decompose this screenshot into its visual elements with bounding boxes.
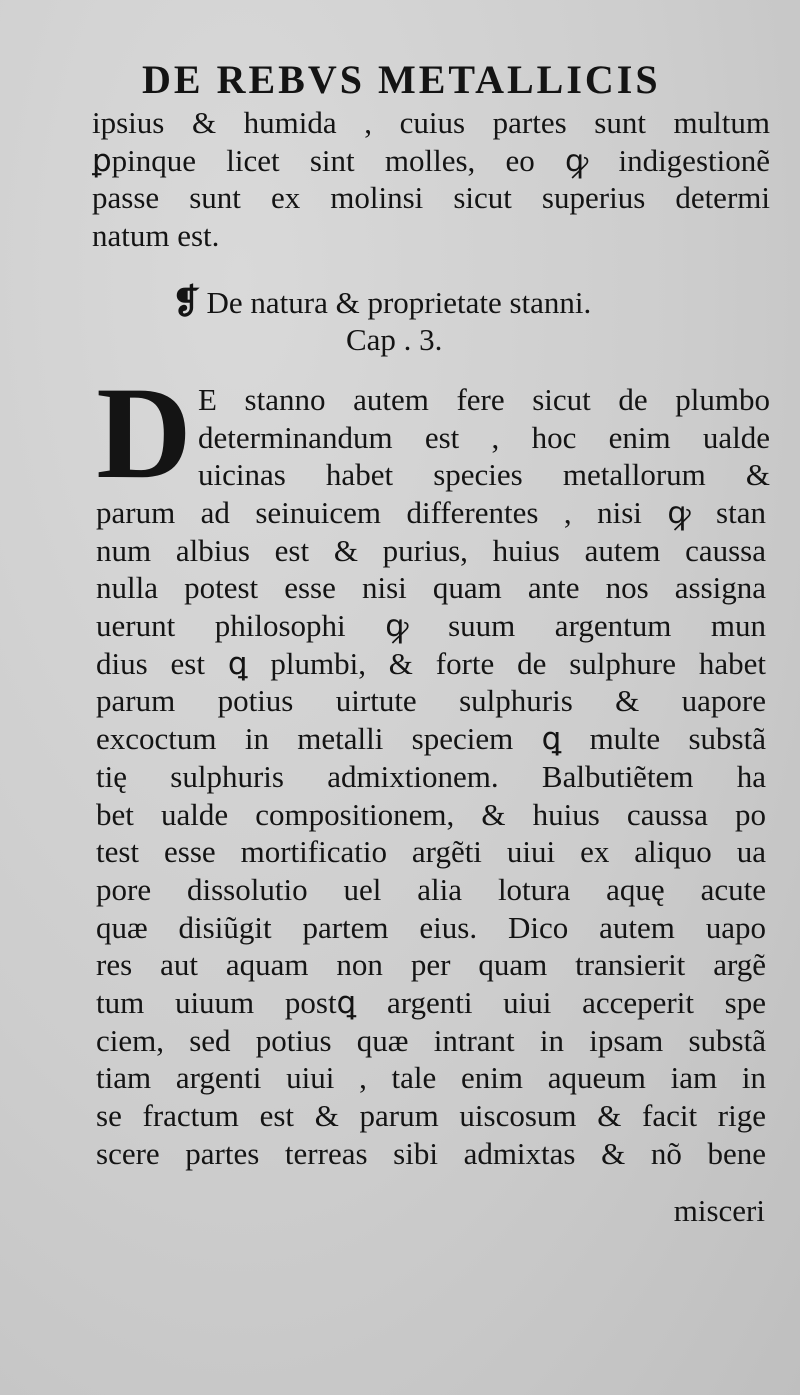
text-line: parum potius uirtute sulphuris & uapore bbox=[96, 683, 766, 719]
text-line: E stanno autem fere sicut de plumbo bbox=[198, 382, 770, 417]
text-line: parum ad seinuicem differentes , nisi ꝙ stan bbox=[96, 495, 766, 530]
text-line: dius est ꝗ plumbi, & forte de sulphure habet bbox=[96, 645, 766, 681]
text-line: res aut aquam non per quam transierit argẽ bbox=[96, 947, 766, 983]
text-line: se fractum est & parum uiscosum & facit rige bbox=[96, 1098, 766, 1133]
pilcrow-icon: ❡ bbox=[172, 284, 201, 321]
text-line: uicinas habet species metallorum & bbox=[198, 457, 770, 493]
text-line: nulla potest esse nisi quam ante nos assigna bbox=[96, 570, 766, 606]
text-line: passe sunt ex molinsi sicut superius determi bbox=[92, 180, 770, 216]
catchword: misceri bbox=[673, 1193, 765, 1228]
chapter-title: De natura & proprietate stanni. bbox=[206, 285, 592, 320]
opening-lines bbox=[198, 381, 770, 494]
running-head: DE REBVS METALLICIS bbox=[142, 57, 661, 102]
text-line: natum est. bbox=[92, 218, 220, 254]
text-line: uerunt philosophi ꝙ suum argentum mun bbox=[96, 608, 766, 644]
text-line: excoctum in metalli speciem ꝗ multe substã bbox=[96, 721, 766, 757]
text-line: determinandum est , hoc enim ualde bbox=[198, 419, 770, 455]
text-line: pore dissolutio uel alia lotura aquę acute bbox=[96, 871, 766, 907]
text-line: ipsius & humida , cuius partes sunt multum bbox=[92, 105, 770, 140]
text-line: tię sulphuris admixtionem. Balbutiẽtem ha bbox=[96, 758, 766, 794]
text-line: bet ualde compositionem, & huius caussa po bbox=[96, 796, 766, 832]
text-line: ꝑpinque licet sint molles, eo ꝙ indigestionẽ bbox=[92, 142, 770, 178]
text-line: tum uiuum postꝗ argenti uiui acceperit spe bbox=[96, 984, 766, 1020]
continued-text bbox=[92, 104, 770, 255]
text-line: num albius est & purius, huius autem caussa bbox=[96, 532, 766, 568]
text-line: scere partes terreas sibi admixtas & nõ bene bbox=[96, 1135, 766, 1171]
catchword-block bbox=[560, 1192, 765, 1230]
chapter-heading bbox=[172, 282, 591, 322]
drop-cap: D bbox=[96, 359, 192, 506]
text-line: ciem, sed potius quæ intrant in ipsam substã bbox=[96, 1022, 766, 1058]
chapter-number: Cap . 3. bbox=[346, 322, 443, 357]
text-line: test esse mortificatio argẽti uiui ex aliquo ua bbox=[96, 834, 766, 870]
text-line: tiam argenti uiui , tale enim aqueum iam in bbox=[96, 1060, 766, 1096]
body-text bbox=[96, 494, 766, 1172]
text-line: quæ disiũgit partem eius. Dico autem uapo bbox=[96, 909, 766, 945]
